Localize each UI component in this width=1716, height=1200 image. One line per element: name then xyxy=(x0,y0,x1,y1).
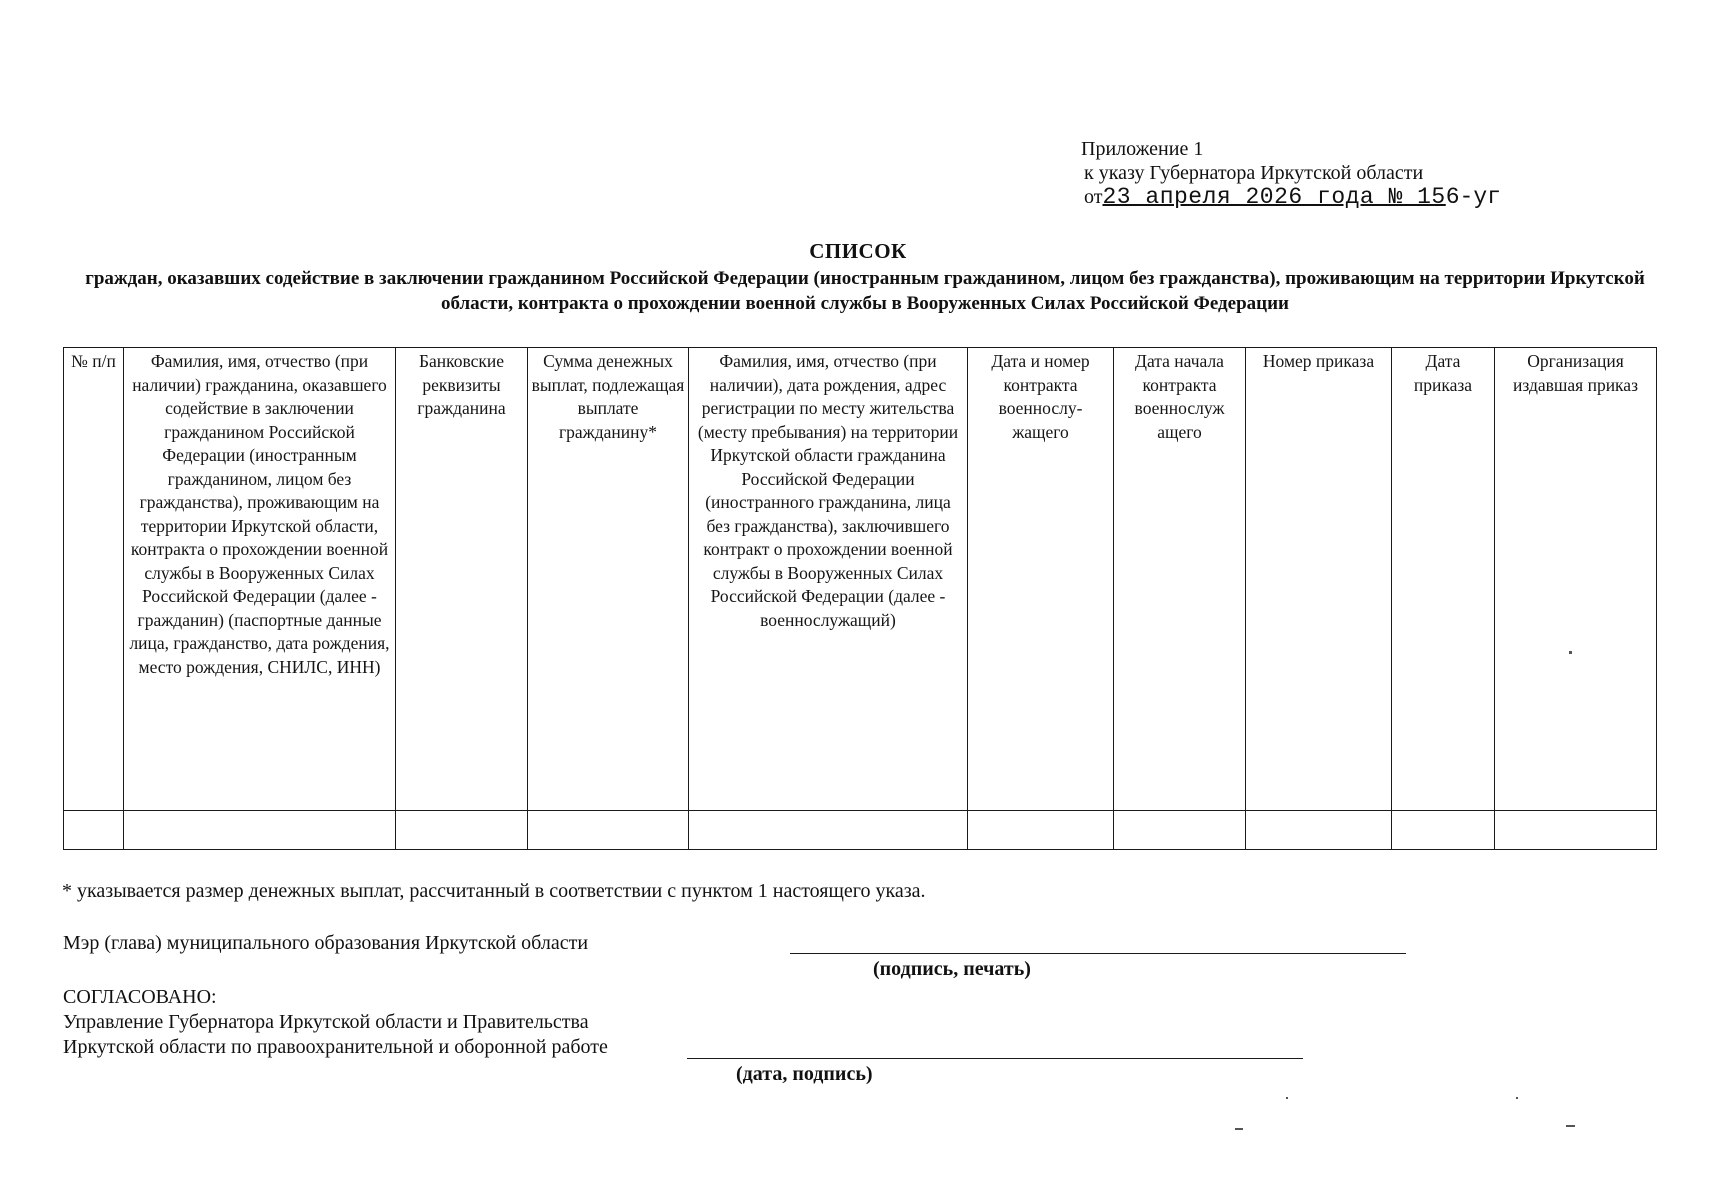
agreed-heading: СОГЛАСОВАНО: xyxy=(63,986,217,1008)
table-cell xyxy=(528,811,689,850)
table-header-row xyxy=(64,348,1657,811)
document-subtitle: граждан, оказавших содействие в заключении гражданином Российской Федерации (иностранным гражданином, лицом без гражданства), проживающим на территории Иркутской области, контракта о прохождении военной службы в Вооруженных Силах Российской Федерации xyxy=(85,268,1645,314)
table-cell xyxy=(1392,811,1495,850)
table-row xyxy=(64,811,1657,850)
agreed-line-1: Управление Губернатора Иркутской области и Правительства xyxy=(63,1011,589,1033)
scan-speck xyxy=(1286,1097,1288,1099)
table-cell xyxy=(396,811,528,850)
col-serviceman-header: Фамилия, имя, отчество (при наличии), дата рождения, адрес регистрации по месту жительства (месту пребывания) на территории Иркутской области гражданина Российской Федерации (иностранного гражданина, лица без гражданства), заключившего контракт о прохождении военной службы в Вооруженных Силах Российской Федерации (далее - военнослужащий) xyxy=(689,348,968,811)
mayor-signature-line xyxy=(790,953,1406,954)
table-cell xyxy=(1246,811,1392,850)
col-contract-start-header: Дата начала контракта военнослуж ащего xyxy=(1114,348,1246,811)
scan-speck xyxy=(1235,1128,1243,1130)
agreed-signature-line xyxy=(687,1058,1303,1059)
agreed-block xyxy=(63,985,608,1060)
footnote: * указывается размер денежных выплат, рассчитанный в соответствии с пунктом 1 настоящего указа. xyxy=(62,880,926,902)
col-issuing-organization-header: Организация издавшая приказ xyxy=(1495,348,1657,811)
col-bank-details-header: Банковские реквизиты гражданина xyxy=(396,348,528,811)
col-order-date-header: Дата приказа xyxy=(1392,348,1495,811)
appendix-decree-date xyxy=(1081,185,1501,209)
appendix-block xyxy=(1081,137,1501,209)
document-title: СПИСОК xyxy=(809,239,907,263)
appendix-decree-reference: к указу Губернатора Иркутской области xyxy=(1084,162,1424,184)
agreed-signature-caption: (дата, подпись) xyxy=(736,1063,873,1085)
scan-speck xyxy=(1566,1125,1575,1127)
mayor-signature-caption: (подпись, печать) xyxy=(873,958,1031,980)
col-citizen-header: Фамилия, имя, отчество (при наличии) гражданина, оказавшего содействие в заключении гражданином Российской Федерации (иностранным гражданином, лицом без гражданства), проживающим на территории Иркутской области, контракта о прохождении военной службы в Вооруженных Силах Российской Федерации (далее - гражданин) (паспортные данные лица, гражданство, дата рождения, место рождения, СНИЛС, ИНН) xyxy=(124,348,396,811)
table-cell xyxy=(124,811,396,850)
appendix-date-typed: 23 апреля 2026 года № 15 xyxy=(1102,184,1446,210)
table-cell xyxy=(689,811,968,850)
scan-speck xyxy=(1569,651,1572,654)
appendix-number-suffix: 6-уг xyxy=(1445,184,1501,210)
citizens-list-table xyxy=(63,347,1657,850)
table-cell xyxy=(1114,811,1246,850)
appendix-title: Приложение 1 xyxy=(1081,138,1204,160)
appendix-date-prefix: от xyxy=(1084,186,1103,208)
col-payment-amount-header: Сумма денежных выплат, подлежащая выплате гражданину* xyxy=(528,348,689,811)
table-cell xyxy=(64,811,124,850)
table-cell xyxy=(968,811,1114,850)
mayor-signature-label: Мэр (глава) муниципального образования Иркутской области xyxy=(63,932,589,954)
agreed-line-2: Иркутской области по правоохранительной и оборонной работе xyxy=(63,1036,608,1058)
scan-speck xyxy=(1516,1097,1518,1099)
table-cell xyxy=(1495,811,1657,850)
col-contract-date-number-header: Дата и номер контракта военнослу-жащего xyxy=(968,348,1114,811)
col-number-header: № п/п xyxy=(64,348,124,811)
col-order-number-header: Номер приказа xyxy=(1246,348,1392,811)
